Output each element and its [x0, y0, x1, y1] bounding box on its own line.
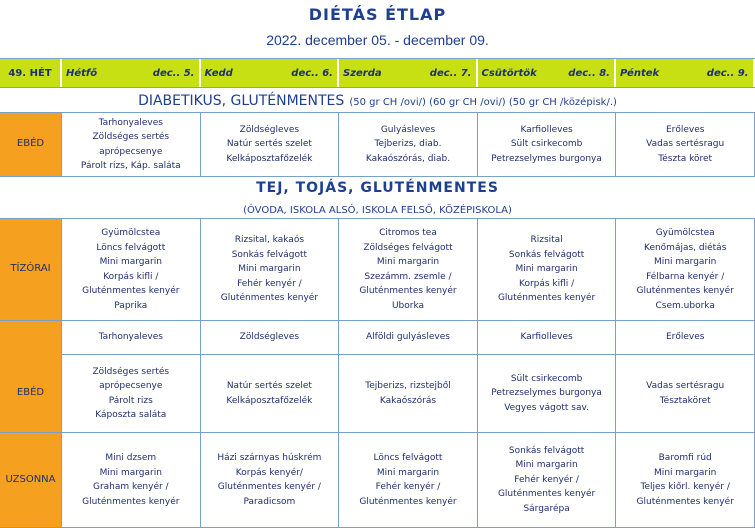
- menu-item: Kenőmájas, diétás: [643, 242, 727, 253]
- menu-item: Kelkáposztafőzelék: [226, 395, 313, 406]
- menu-item: Fehér kenyér /: [514, 474, 579, 485]
- menu-item: Sonkás felvágott: [508, 249, 585, 260]
- menu-cell: [478, 321, 617, 355]
- menu-item: Petrezselymes burgonya: [491, 153, 602, 164]
- menu-item: Gluténmentes kenyér: [359, 286, 457, 296]
- menu-cell: [62, 219, 201, 321]
- menu-title: DIÉTÁS ÉTLAP: [308, 5, 447, 24]
- day-name: Hétfő: [66, 67, 98, 79]
- day-date: dec.. 7.: [429, 67, 472, 79]
- menu-item: Mini margarin: [376, 257, 440, 267]
- menu-item: Korpás kenyér/: [235, 467, 303, 478]
- menu-cell: [616, 355, 755, 433]
- menu-item: Gluténmentes kenyér: [82, 496, 180, 507]
- menu-item: Gluténmentes kenyér: [497, 489, 596, 500]
- menu-cell: [616, 433, 755, 528]
- menu-cell: [616, 113, 755, 177]
- menu-item: Baromfi rúd: [658, 453, 712, 463]
- menu-item: Rizsital, kakaós: [234, 235, 305, 246]
- menu-item: Gluténmentes kenyér: [220, 293, 319, 304]
- milk-section-note-row: [0, 198, 755, 218]
- day-thursday: [478, 59, 617, 87]
- menu-item: Párolt rizs, Káp. saláta: [80, 161, 181, 171]
- menu-cell: [201, 433, 340, 528]
- menu-cell: [201, 355, 340, 433]
- menu-cell: [62, 433, 201, 528]
- menu-item: Tejberizs, diab.: [374, 139, 442, 150]
- menu-item: Csem.uborka: [655, 300, 715, 311]
- menu-item: Káposzta saláta: [95, 410, 167, 420]
- menu-item: Korpás kifli /: [518, 278, 575, 289]
- menu-item: Félbarna kenyér /: [646, 271, 725, 282]
- menu-cell: [478, 433, 617, 528]
- menu-item: Gluténmentes kenyér: [359, 496, 457, 507]
- day-date: dec.. 8.: [568, 67, 610, 79]
- diabetic-menu-table: [0, 112, 755, 177]
- menu-item: Natúr sertés szelet: [226, 139, 312, 150]
- menu-item: Zöldséges felvágott: [363, 242, 453, 253]
- meal-label: TÍZÓRAI: [0, 219, 62, 321]
- day-friday: [616, 59, 755, 87]
- menu-item: Tarhonyaleves: [98, 117, 163, 128]
- meal-label: [0, 321, 62, 355]
- menu-item: Gluténmentes kenyér: [497, 293, 596, 304]
- menu-item: Alföldi gulyásleves: [366, 332, 450, 343]
- menu-item: Zöldséges sertés: [92, 132, 170, 142]
- section-heading: DIABETIKUS, GLUTÉNMENTES: [138, 93, 345, 109]
- menu-cell: [478, 113, 617, 177]
- menu-item: Párolt rizs: [108, 395, 153, 406]
- menu-cell: [62, 321, 201, 355]
- menu-item: Mini margarin: [654, 257, 717, 267]
- menu-item: Sült csirkecomb: [510, 373, 583, 384]
- menu-cell: [62, 113, 201, 177]
- menu-cell: [339, 219, 478, 321]
- menu-cell: [616, 219, 755, 321]
- menu-item: Mini margarin: [238, 264, 301, 275]
- menu-item: Sült csirkecomb: [510, 139, 583, 150]
- menu-item: Karfiolleves: [520, 124, 573, 135]
- menu-item: Mini margarin: [99, 467, 162, 478]
- day-date: dec.. 6.: [291, 67, 333, 79]
- menu-item: Kakaószórás: [379, 395, 437, 406]
- week-number: 49. HÉT: [0, 59, 62, 87]
- menu-cell: [339, 355, 478, 433]
- day-name: Csütörtök: [481, 67, 537, 79]
- menu-item: Tarhonyaleves: [98, 332, 163, 343]
- menu-item: Tésztaköret: [659, 395, 711, 406]
- meal-label: EBÉD: [0, 355, 62, 433]
- menu-item: Házi szárnyas húskrém: [217, 453, 322, 463]
- menu-item: Erőleves: [665, 124, 705, 135]
- days-header: [0, 58, 755, 88]
- menu-item: Citromos tea: [379, 228, 437, 238]
- menu-item: Petrezselymes burgonya: [491, 388, 602, 399]
- menu-item: Paradicsom: [243, 496, 296, 507]
- menu-cell: [339, 433, 478, 528]
- section-note: (50 gr CH /ovi/) (60 gr CH /ovi/) (50 gr CH /középisk/.): [349, 97, 617, 108]
- menu-item: Uborka: [391, 300, 425, 311]
- menu-item: Natúr sertés szelet: [226, 381, 312, 391]
- menu-item: Paprika: [114, 300, 148, 311]
- section-heading: TEJ, TOJÁS, GLUTÉNMENTES: [256, 180, 499, 196]
- menu-item: Vegyes vágott sav.: [504, 402, 589, 413]
- menu-item: Mini margarin: [99, 257, 162, 267]
- menu-item: Löncs felvágott: [373, 453, 443, 463]
- menu-item: Korpás kifli /: [103, 271, 159, 282]
- menu-item: Szezámm. zsemle /: [364, 271, 452, 282]
- menu-cell: [201, 219, 340, 321]
- milk-section-heading: [0, 176, 755, 198]
- menu-item: Zöldségleves: [239, 332, 300, 343]
- menu-item: Mini margarin: [376, 467, 440, 478]
- meal-label: UZSONNA: [0, 433, 62, 528]
- menu-cell: [201, 321, 340, 355]
- menu-item: Zöldségleves: [239, 124, 300, 135]
- menu-cell: [62, 355, 201, 433]
- menu-cell: [201, 113, 340, 177]
- menu-item: Zöldséges sertés: [92, 366, 170, 377]
- menu-item: Löncs felvágott: [96, 242, 166, 253]
- menu-item: Sonkás felvágott: [231, 249, 308, 260]
- menu-item: Karfiolleves: [520, 332, 573, 343]
- menu-item: Graham kenyér /: [92, 482, 169, 492]
- menu-item: Erőleves: [665, 332, 705, 343]
- day-name: Szerda: [343, 67, 382, 79]
- menu-item: Rizsital: [530, 235, 563, 246]
- menu-item: Gluténmentes kenyér /: [217, 482, 321, 492]
- menu-item: Vadas sertésragu: [646, 381, 725, 391]
- menu-item: Mini margarin: [654, 467, 717, 478]
- menu-item: Teljes kiőrl. kenyér /: [640, 482, 730, 492]
- menu-cell: [339, 113, 478, 177]
- day-name: Péntek: [620, 67, 660, 79]
- menu-item: Mini margarin: [515, 460, 578, 471]
- menu-cell: [616, 321, 755, 355]
- day-wednesday: [339, 59, 478, 87]
- menu-item: Kelkáposztafőzelék: [226, 153, 313, 164]
- date-range: 2022. december 05. - december 09.: [266, 32, 489, 48]
- menu-item: aprópecsenye: [99, 381, 163, 391]
- menu-item: Gulyásleves: [380, 124, 436, 135]
- menu-item: Fehér kenyér /: [237, 278, 302, 289]
- menu-item: Gluténmentes kenyér: [636, 496, 734, 507]
- menu-item: Mini margarin: [515, 264, 578, 275]
- menu-item: Gyümölcstea: [655, 228, 715, 238]
- menu-cell: [478, 355, 617, 433]
- menu-item: Mini dzsem: [105, 453, 157, 463]
- menu-item: Gyümölcstea: [101, 228, 161, 238]
- menu-item: Vadas sertésragu: [646, 139, 725, 150]
- menu-item: Tejberizs, rizstejből: [365, 381, 451, 391]
- menu-item: Fehér kenyér /: [375, 482, 441, 492]
- menu-item: Sárgarépa: [523, 503, 570, 514]
- section-note: (ÓVODA, ISKOLA ALSÓ, ISKOLA FELSŐ, KÖZÉPISKOLA): [243, 205, 512, 216]
- menu-item: Kakaószórás, diab.: [365, 153, 451, 164]
- day-tuesday: [201, 59, 340, 87]
- milk-menu-table: [0, 218, 755, 528]
- day-date: dec.. 9.: [706, 67, 749, 79]
- menu-item: Sonkás felvágott: [508, 445, 585, 456]
- meal-label: EBÉD: [0, 113, 62, 177]
- menu-item: Gluténmentes kenyér: [82, 286, 180, 296]
- day-date: dec.. 5.: [152, 67, 195, 79]
- menu-item: aprópecsenye: [99, 146, 163, 157]
- menu-cell: [478, 219, 617, 321]
- diabetic-section-heading: [0, 88, 755, 112]
- day-monday: [62, 59, 201, 87]
- menu-item: Gluténmentes kenyér: [636, 286, 734, 296]
- menu-item: Tészta köret: [658, 153, 713, 164]
- day-name: Kedd: [204, 67, 233, 79]
- menu-cell: [339, 321, 478, 355]
